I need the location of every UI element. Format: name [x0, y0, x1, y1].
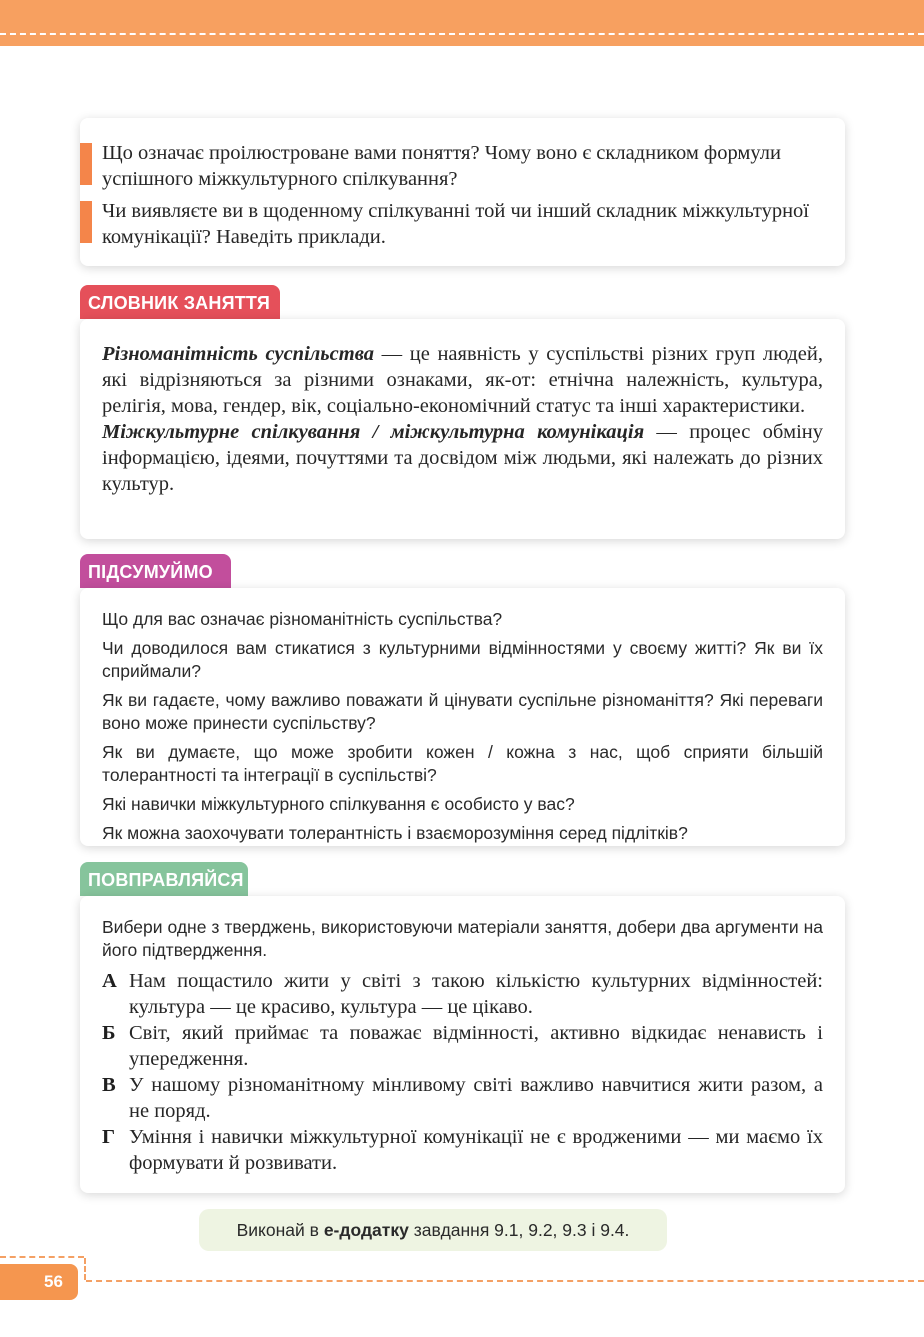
vocabulary-card — [80, 319, 845, 539]
questions-card — [80, 118, 845, 266]
option-letter: Г — [102, 1126, 116, 1148]
practice-option — [102, 1124, 823, 1176]
top-dashed-line — [0, 33, 924, 35]
footer-dashed-line — [0, 1256, 84, 1258]
e-app-text-after: завдання 9.1, 9.2, 9.3 і 9.4. — [408, 1220, 630, 1240]
option-letter: В — [102, 1074, 116, 1096]
e-app-note — [199, 1209, 667, 1251]
option-text: Уміння і навички міжкультурної комунікації не є вродженими — ми маємо їх формувати й розвивати. — [129, 1126, 823, 1174]
summary-tag: ПІДСУМУЙМО — [80, 554, 231, 588]
vocabulary-entry — [102, 341, 823, 419]
question-item — [102, 140, 823, 192]
vocabulary-entry — [102, 419, 823, 497]
vocabulary-definition: — процес обміну інформацією, ідеями, почуттями та досвідом між людьми, які належать до різних культур. — [102, 421, 823, 495]
option-text: Світ, який приймає та поважає відмінності, активно відкидає ненависть і упередження. — [129, 1022, 823, 1070]
summary-question: Як можна заохочувати толерантність і взаєморозуміння серед підлітків? — [102, 823, 688, 843]
summary-question: Як ви думаєте, що може зробити кожен / кожна з нас, щоб сприяти більшій толерантності та інтеграції в суспільстві? — [102, 742, 823, 785]
option-letter: А — [102, 970, 117, 992]
e-app-link[interactable]: е-додатку — [323, 1220, 409, 1240]
question-item — [102, 198, 823, 250]
top-header-band — [0, 0, 924, 46]
option-text: У нашому різноманітному мінливому світі важливо навчитися жити разом, а не поряд. — [129, 1074, 823, 1122]
question-text: Що означає проілюстроване вами поняття? Чому воно є складником формули успішного міжкультурного спілкування? — [102, 142, 781, 190]
question-marker — [80, 201, 92, 243]
option-letter: Б — [102, 1022, 116, 1044]
option-text: Нам пощастило жити у світі з такою кількістю культурних відмінностей: культура — це красиво, культура — це цікаво. — [129, 970, 823, 1018]
summary-question: Що для вас означає різноманітність суспільства? — [102, 609, 503, 629]
summary-question: Чи доводилося вам стикатися з культурними відмінностями у своєму житті? Як ви їх сприймали? — [102, 638, 823, 681]
practice-option — [102, 1072, 823, 1124]
footer-dashed-line — [86, 1280, 924, 1282]
summary-question: Які навички міжкультурного спілкування є особисто у вас? — [102, 794, 575, 814]
footer-dashed-line — [84, 1258, 86, 1280]
practice-option — [102, 1020, 823, 1072]
vocabulary-term: Міжкультурне спілкування / міжкультурна комунікація — [102, 421, 645, 443]
practice-card — [80, 896, 845, 1193]
summary-card — [80, 588, 845, 846]
practice-intro: Вибери одне з тверджень, використовуючи матеріали заняття, добери два аргументи на його підтвердження. — [102, 917, 823, 960]
vocabulary-term: Різноманітність суспільства — [102, 343, 374, 365]
practice-tag: ПОВПРАВЛЯЙСЯ — [80, 862, 248, 896]
vocabulary-tag: СЛОВНИК ЗАНЯТТЯ — [80, 285, 280, 319]
summary-question: Як ви гадаєте, чому важливо поважати й цінувати суспільне різноманіття? Які переваги воно може принести суспільству? — [102, 690, 823, 733]
practice-option — [102, 968, 823, 1020]
e-app-text-before: Виконай в — [236, 1220, 324, 1240]
page-number-tab — [0, 1264, 78, 1300]
page-number: 56 — [44, 1272, 63, 1291]
question-marker — [80, 143, 92, 185]
question-text: Чи виявляєте ви в щоденному спілкуванні той чи інший складник міжкультурної комунікації? Наведіть приклади. — [102, 200, 809, 248]
vocabulary-definition: — це наявність у суспільстві різних груп людей, які відрізняються за різними ознаками, як-от: етнічна належність, культура, релігія, мова, гендер, вік, соціально-економічний статус та інші характеристики. — [102, 343, 823, 417]
